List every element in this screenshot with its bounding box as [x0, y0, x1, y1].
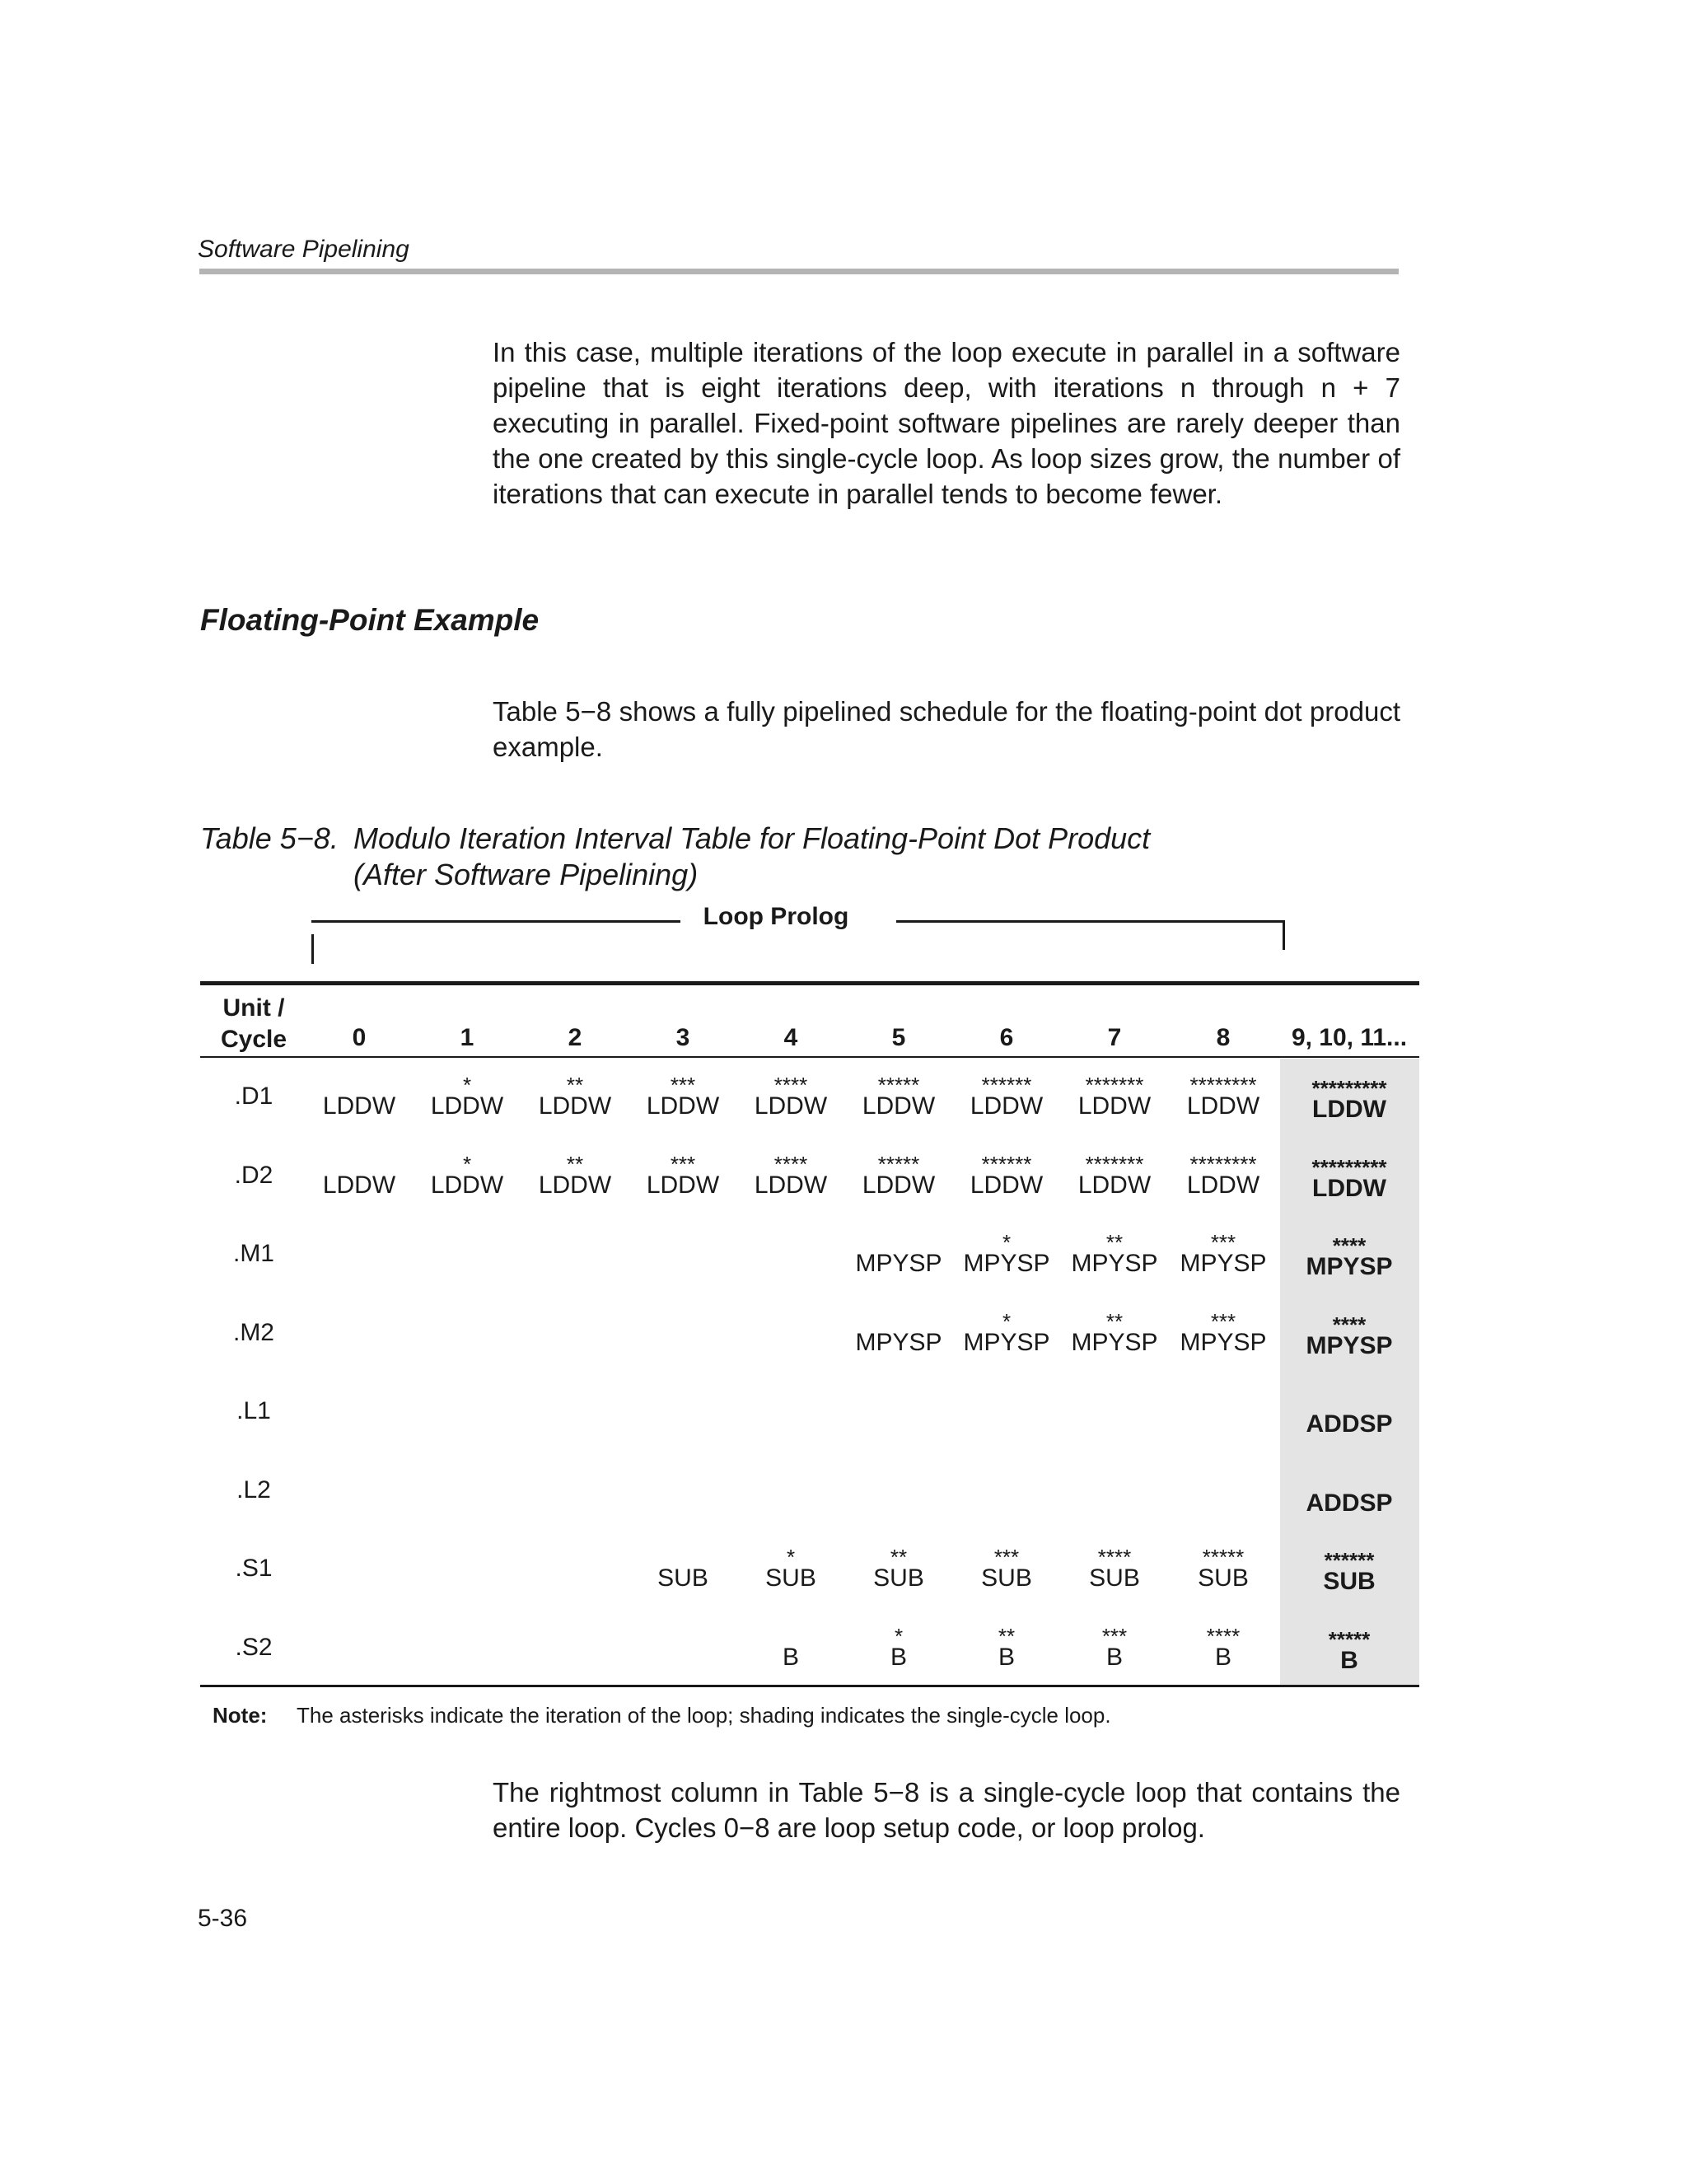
schedule-cell — [306, 1162, 412, 1198]
prolog-bracket-right-tick — [1283, 920, 1285, 950]
iteration-asterisks: ****** — [1324, 1548, 1375, 1569]
column-header-2: 2 — [568, 1024, 582, 1051]
schedule-cell — [738, 1073, 844, 1119]
loop-prolog-label: Loop Prolog — [703, 903, 849, 930]
schedule-cell — [1279, 1627, 1419, 1673]
iteration-asterisks: *** — [670, 1073, 696, 1094]
schedule-cell — [414, 1152, 520, 1198]
schedule-cell — [1062, 1545, 1167, 1591]
iteration-asterisks: *** — [1210, 1230, 1236, 1251]
schedule-cell — [1279, 1548, 1419, 1594]
iteration-asterisks: ******* — [1085, 1151, 1144, 1173]
iteration-asterisks: ** — [566, 1073, 584, 1094]
unit-label-d1: .D1 — [234, 1083, 273, 1110]
instruction: LDDW — [862, 1092, 936, 1120]
instruction: SUB — [765, 1564, 816, 1592]
column-header-7: 7 — [1107, 1024, 1122, 1051]
schedule-cell — [846, 1545, 951, 1591]
iteration-asterisks: ** — [890, 1545, 908, 1566]
instruction: LDDW — [1077, 1171, 1152, 1199]
iteration-asterisks: ******** — [1189, 1151, 1257, 1173]
instruction: SUB — [657, 1564, 708, 1592]
iteration-asterisks: **** — [1206, 1623, 1241, 1645]
instruction: MPYSP — [1071, 1250, 1158, 1277]
schedule-cell — [630, 1073, 736, 1119]
instruction: SUB — [873, 1564, 924, 1592]
instruction: SUB — [981, 1564, 1032, 1592]
schedule-cell — [846, 1624, 951, 1670]
schedule-cell — [1279, 1233, 1419, 1279]
schedule-cell — [738, 1634, 844, 1670]
schedule-cell — [1062, 1230, 1167, 1276]
schedule-cell — [846, 1319, 951, 1355]
instruction: MPYSP — [963, 1328, 1050, 1356]
note-label: Note: — [213, 1703, 268, 1728]
schedule-cell — [1062, 1309, 1167, 1355]
header-rule — [199, 269, 1399, 274]
column-header-5: 5 — [891, 1024, 906, 1051]
instruction: B — [1105, 1643, 1123, 1671]
schedule-cell — [1062, 1624, 1167, 1670]
iteration-asterisks: * — [786, 1545, 796, 1566]
instruction: B — [1214, 1643, 1231, 1671]
instruction: LDDW — [1186, 1171, 1260, 1199]
table-bottom-rule — [200, 1685, 1419, 1687]
instruction: MPYSP — [963, 1250, 1050, 1277]
schedule-cell — [414, 1073, 520, 1119]
unit-label-l2: .L2 — [236, 1475, 271, 1504]
page-number: 5-36 — [198, 1905, 248, 1932]
instruction: MPYSP — [1306, 1331, 1393, 1359]
iteration-asterisks: **** — [773, 1073, 808, 1094]
section-heading: Floating-Point Example — [200, 603, 540, 637]
caption-label: Table 5−8. — [200, 821, 339, 855]
unit-label-d2: .D2 — [234, 1161, 273, 1189]
instruction: LDDW — [538, 1092, 612, 1120]
instruction: SUB — [1089, 1564, 1140, 1592]
caption-title-line2: (After Software Pipelining) — [353, 858, 699, 891]
schedule-cell — [1279, 1401, 1419, 1437]
unit-label-l1: .L1 — [236, 1397, 271, 1424]
unit-label-s1: .S1 — [235, 1555, 273, 1582]
prolog-bracket-left-tick — [311, 934, 314, 964]
iteration-asterisks: * — [462, 1151, 472, 1173]
column-header-1: 1 — [460, 1024, 474, 1051]
instruction: MPYSP — [1306, 1253, 1393, 1280]
instruction: LDDW — [322, 1092, 396, 1120]
schedule-cell — [1279, 1155, 1419, 1201]
schedule-cell — [1171, 1230, 1276, 1276]
instruction: LDDW — [1077, 1092, 1152, 1120]
table-caption — [200, 821, 1150, 893]
iteration-asterisks: *** — [670, 1151, 696, 1173]
instruction: LDDW — [970, 1171, 1044, 1199]
instruction: SUB — [1198, 1564, 1249, 1592]
schedule-cell — [1279, 1312, 1419, 1359]
iteration-asterisks: * — [1002, 1230, 1012, 1251]
schedule-cell — [630, 1152, 736, 1198]
instruction: MPYSP — [855, 1328, 942, 1356]
instruction: B — [782, 1643, 799, 1671]
iteration-asterisks: ***** — [877, 1073, 920, 1094]
instruction: LDDW — [754, 1171, 828, 1199]
schedule-cell — [522, 1152, 628, 1198]
iteration-asterisks: **** — [773, 1151, 808, 1173]
unit-label-m1: .M1 — [232, 1240, 274, 1267]
schedule-cell — [954, 1624, 1059, 1670]
instruction: LDDW — [538, 1171, 612, 1199]
schedule-cell — [1279, 1480, 1419, 1516]
table-header-rule — [200, 1056, 1419, 1058]
schedule-cell — [846, 1152, 951, 1198]
instruction: ADDSP — [1306, 1410, 1393, 1438]
iteration-asterisks: **** — [1332, 1233, 1367, 1255]
iteration-asterisks: ****** — [981, 1151, 1032, 1173]
instruction: LDDW — [430, 1092, 504, 1120]
schedule-cell — [954, 1073, 1059, 1119]
section-paragraph: Table 5−8 shows a fully pipelined schedule for the floating-point dot product example. — [493, 696, 1400, 762]
intro-paragraph: In this case, multiple iterations of the loop execute in parallel in a software pipeline that is eight iterations deep, with iterations n through n + 7 executing in parallel. Fixed-point software pipelines are rarely deeper than the one created by this single-cycle loop. As loop sizes grow, the number of iterations that can execute in parallel tends to become fewer. — [493, 337, 1400, 509]
schedule-cell — [846, 1240, 951, 1276]
instruction: LDDW — [646, 1171, 720, 1199]
closing-paragraph: The rightmost column in Table 5−8 is a single-cycle loop that contains the entire loop. Cycles 0−8 are loop setup code, or loop prolog. — [493, 1777, 1400, 1843]
instruction: MPYSP — [1180, 1328, 1267, 1356]
schedule-cell — [954, 1309, 1059, 1355]
schedule-cell — [1171, 1073, 1276, 1119]
schedule-cell — [1279, 1076, 1419, 1122]
column-header-6: 6 — [999, 1024, 1014, 1051]
column-header-0: 0 — [352, 1024, 367, 1051]
schedule-cell — [738, 1152, 844, 1198]
iteration-asterisks: ***** — [1202, 1545, 1245, 1566]
iteration-asterisks: ********* — [1311, 1076, 1387, 1097]
schedule-cell — [954, 1545, 1059, 1591]
instruction: B — [1340, 1646, 1358, 1674]
iteration-asterisks: *** — [993, 1545, 1020, 1566]
instruction: LDDW — [430, 1171, 504, 1199]
schedule-cell — [1062, 1152, 1167, 1198]
schedule-cell — [954, 1230, 1059, 1276]
table-note — [213, 1703, 1111, 1728]
iteration-asterisks: * — [894, 1623, 904, 1645]
instruction: SUB — [1323, 1568, 1376, 1595]
iteration-asterisks: *** — [1210, 1308, 1236, 1331]
instruction: MPYSP — [1071, 1328, 1158, 1356]
schedule-cell — [306, 1083, 412, 1119]
prolog-bracket-left-line — [311, 920, 680, 923]
instruction: B — [890, 1643, 907, 1671]
iteration-asterisks: ******** — [1189, 1073, 1257, 1094]
instruction: MPYSP — [855, 1250, 942, 1277]
instruction: LDDW — [646, 1092, 720, 1120]
schedule-cell — [630, 1555, 736, 1591]
schedule-cell — [846, 1073, 951, 1119]
schedule-cell — [1171, 1545, 1276, 1591]
column-header-4: 4 — [783, 1024, 798, 1051]
instruction: LDDW — [754, 1092, 828, 1120]
instruction: LDDW — [970, 1092, 1044, 1120]
table-top-rule — [200, 981, 1419, 985]
unit-label-m2: .M2 — [232, 1318, 274, 1346]
prolog-bracket-right-line — [896, 920, 1285, 923]
schedule-cell — [954, 1152, 1059, 1198]
schedule-cell — [522, 1073, 628, 1119]
instruction: LDDW — [862, 1171, 936, 1199]
iteration-asterisks: ** — [566, 1151, 584, 1173]
instruction: ADDSP — [1306, 1489, 1393, 1517]
iteration-asterisks: ** — [1105, 1308, 1124, 1331]
iteration-asterisks: **** — [1332, 1312, 1367, 1334]
unit-header-line2: Cycle — [220, 1026, 287, 1053]
instruction: LDDW — [1312, 1096, 1386, 1123]
column-header-3: 3 — [675, 1024, 690, 1051]
instruction: LDDW — [1186, 1092, 1260, 1120]
instruction: LDDW — [1312, 1174, 1386, 1202]
column-header-9: 9, 10, 11... — [1291, 1024, 1408, 1051]
schedule-cell — [1171, 1152, 1276, 1198]
iteration-asterisks: **** — [1097, 1545, 1132, 1566]
instruction: B — [998, 1643, 1015, 1671]
schedule-cell — [738, 1545, 844, 1591]
iteration-asterisks: ****** — [981, 1073, 1032, 1094]
unit-header-line1: Unit / — [222, 994, 285, 1022]
iteration-asterisks: ** — [998, 1623, 1016, 1645]
caption-title-line1: Modulo Iteration Interval Table for Floating-Point Dot Product — [353, 821, 1151, 855]
iteration-asterisks: ** — [1105, 1230, 1124, 1251]
unit-label-s2: .S2 — [235, 1633, 273, 1661]
schedule-cell — [1062, 1073, 1167, 1119]
instruction: LDDW — [322, 1171, 396, 1199]
column-header-8: 8 — [1216, 1024, 1231, 1051]
running-header: Software Pipelining — [198, 236, 409, 263]
iteration-asterisks: ***** — [877, 1151, 920, 1173]
schedule-cell — [1171, 1309, 1276, 1355]
iteration-asterisks: ***** — [1328, 1626, 1371, 1649]
iteration-asterisks: *** — [1101, 1623, 1128, 1645]
instruction: MPYSP — [1180, 1250, 1267, 1277]
unit-cycle-header — [200, 993, 307, 1055]
note-text: The asterisks indicate the iteration of the loop; shading indicates the single-cycle loop. — [297, 1703, 1111, 1728]
iteration-asterisks: * — [462, 1073, 472, 1094]
schedule-cell — [1171, 1624, 1276, 1670]
iteration-asterisks: ******* — [1085, 1073, 1144, 1094]
iteration-asterisks: ********* — [1311, 1154, 1387, 1176]
iteration-asterisks: * — [1002, 1308, 1012, 1331]
